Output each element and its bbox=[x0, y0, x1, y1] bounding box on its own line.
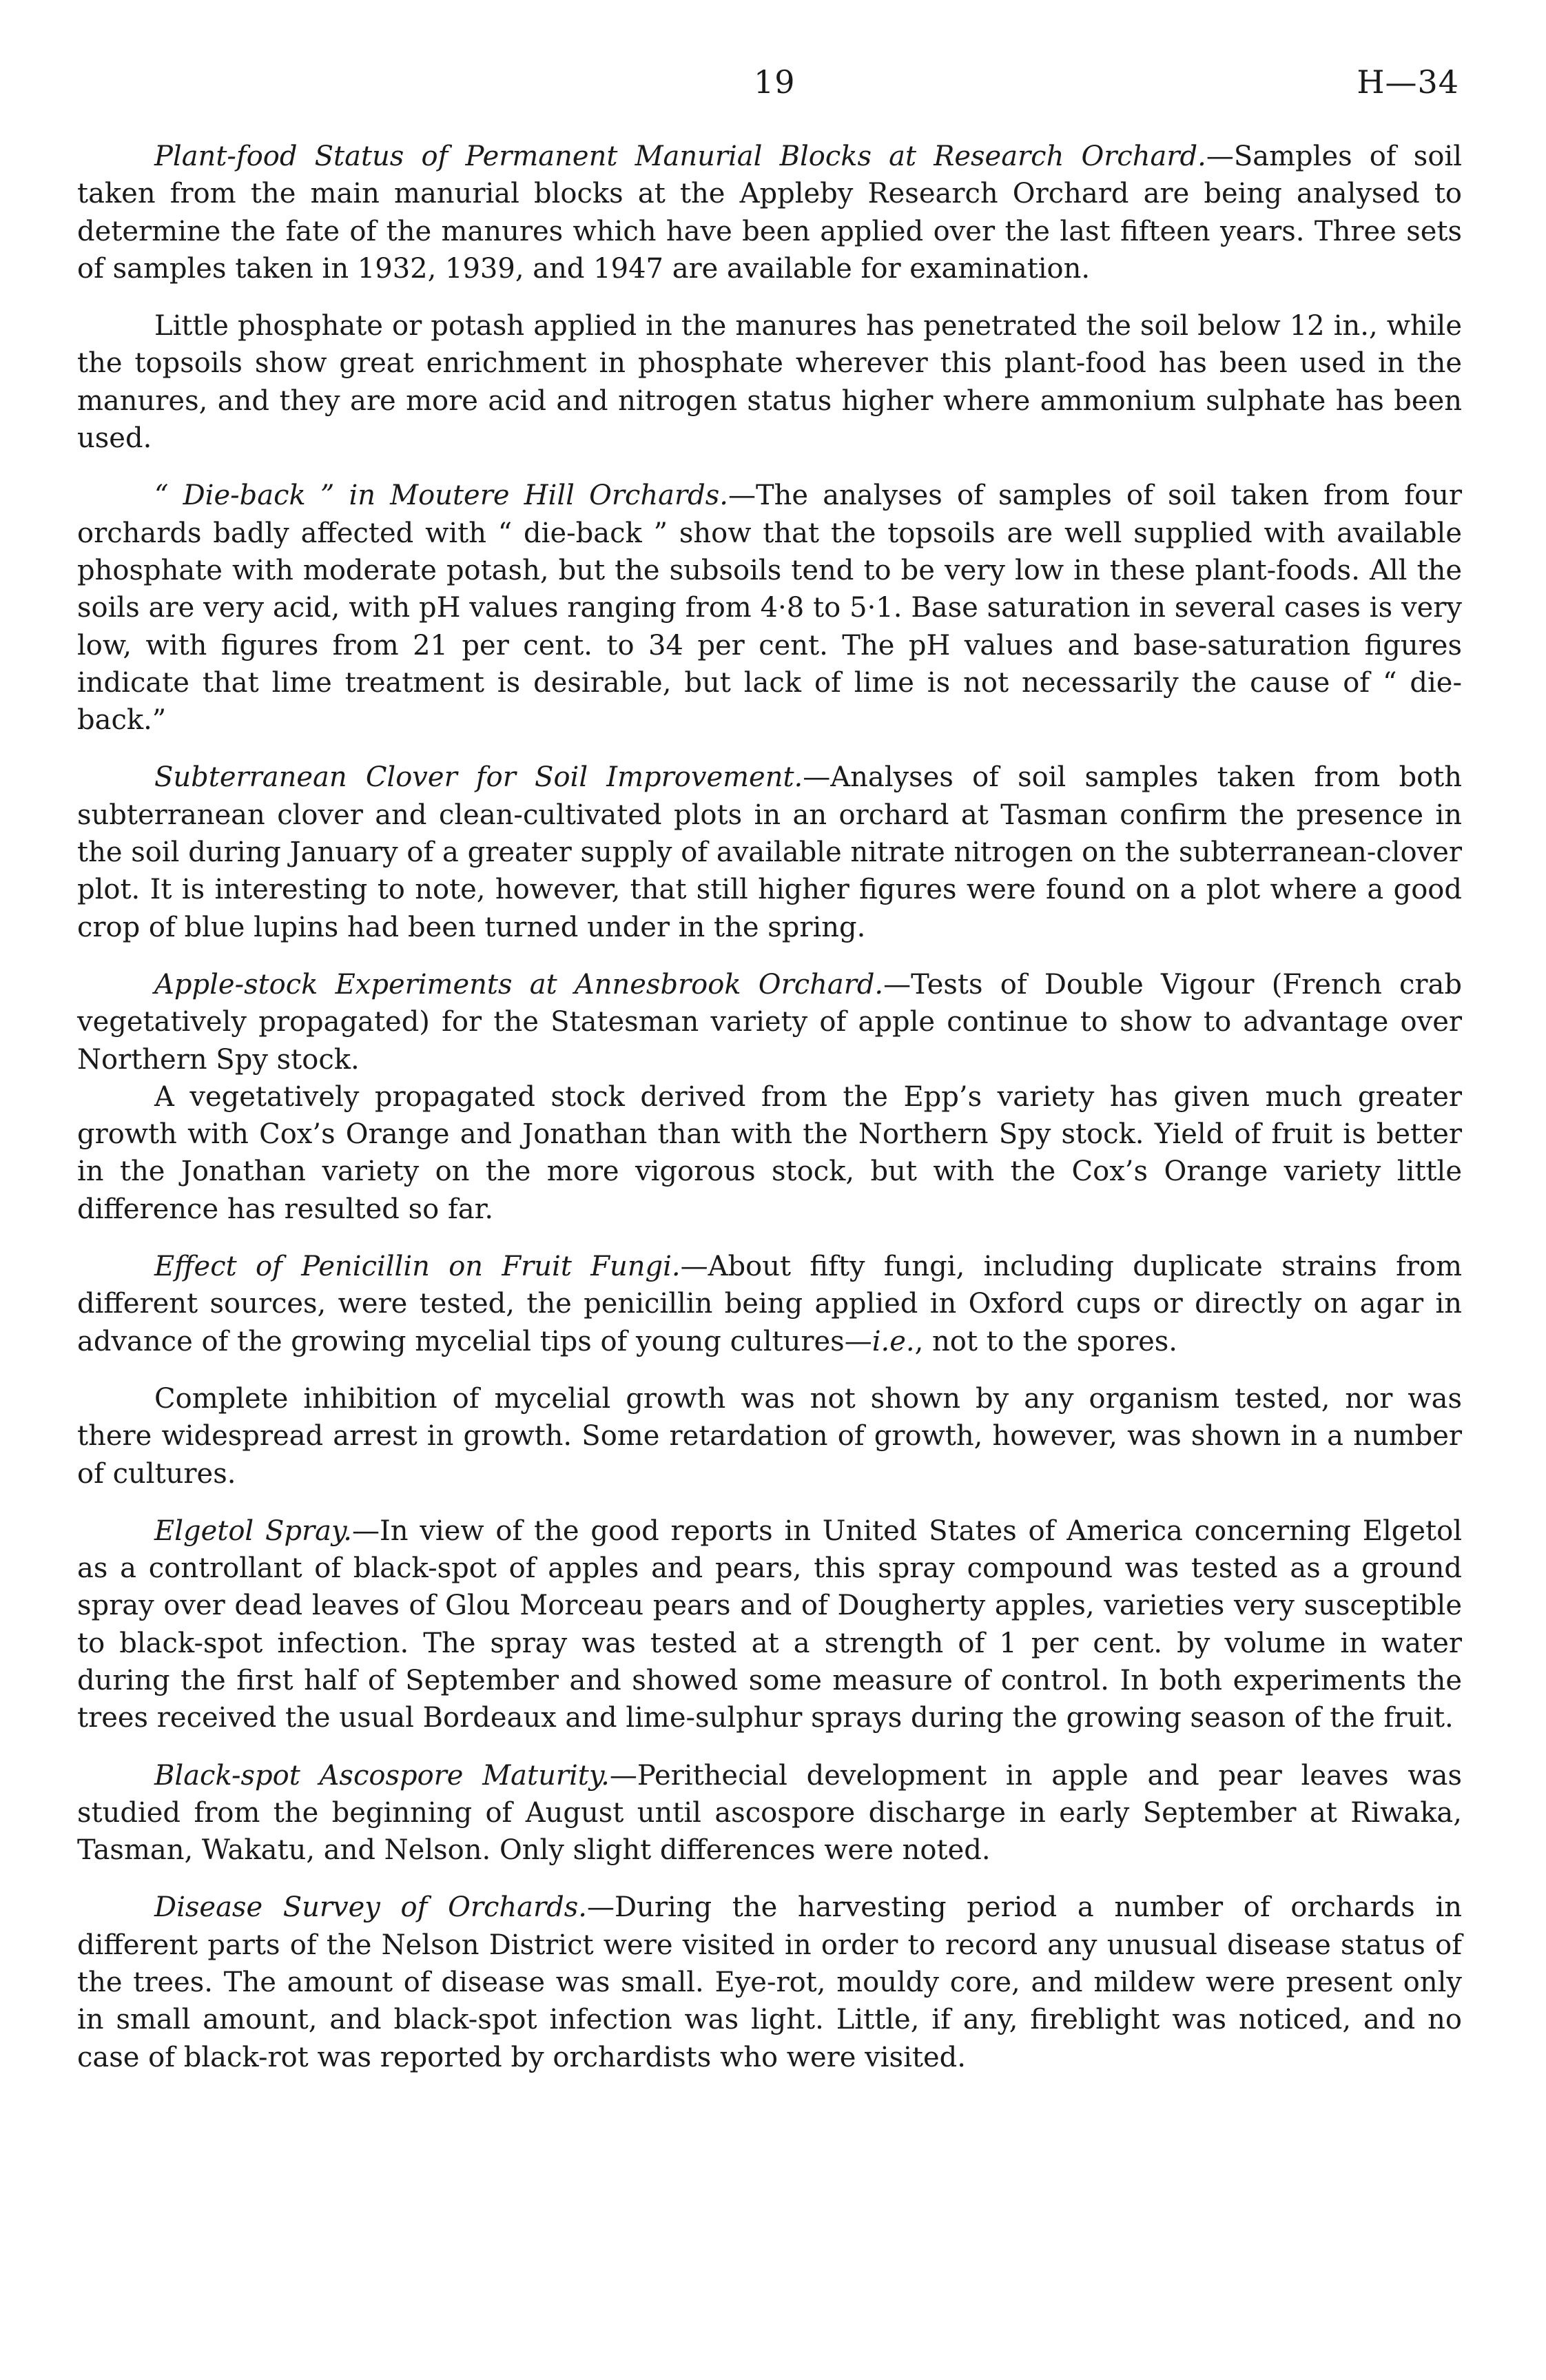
paragraph-apple-stock bbox=[77, 966, 1462, 1078]
paragraph-text: —About fifty fungi, including duplicate strains from different sources, were tested, the penicillin being applied in Oxford cups or directly on agar in advance of the growing mycelial tips of young cultures— bbox=[77, 1251, 1462, 1357]
paragraph-text: —Tests of Double Vigour (French crab vegetatively propagated) for the Statesman variety of apple continue to show to advantage over Northern Spy stock. bbox=[77, 968, 1463, 1076]
paragraph-epps-stock bbox=[77, 1078, 1462, 1228]
abbreviation-ie: i.e. bbox=[872, 1325, 915, 1357]
paragraph-mycelial-growth bbox=[77, 1380, 1462, 1492]
section-title: Effect of Penicillin on Fruit Fungi. bbox=[154, 1251, 681, 1283]
paragraph-text: Complete inhibition of mycelial growth was not shown by any organism tested, nor was there widespread arrest in growth. Some retardation of growth, however, was shown in a number of cultures. bbox=[77, 1382, 1462, 1490]
document-reference: H—34 bbox=[1357, 63, 1459, 101]
section-title: Elgetol Spray. bbox=[154, 1515, 352, 1547]
section-title: “ Die-back ” in Moutere Hill Orchards. bbox=[154, 480, 728, 512]
section-title: Plant-food Status of Permanent Manurial Blocks at Research Orchard. bbox=[154, 141, 1206, 172]
paragraph-elgetol-spray bbox=[77, 1512, 1462, 1737]
paragraph-text: —During the harvesting period a number of orchards in different parts of the Nelson District were visited in order to record any unusual disease status of the trees. The amount of disease was small. Eye-rot, mouldy core, and mildew were present only in small amount, and black-spot infection was light. Little, if any, fireblight was noticed, and no case of black-rot was reported by orchardists who were visited. bbox=[77, 1891, 1463, 2073]
body-text bbox=[77, 138, 1462, 2096]
page-number: 19 bbox=[754, 63, 796, 101]
paragraph-text: —Analyses of soil samples taken from both subterranean clover and clean-cultivated plots in an orchard at Tasman confirm the presence in the soil during January of a greater supply of available nitrate nitrogen on the subterranean-clover plot. It is interesting to note, however, that still higher figures were found on a plot where a good crop of blue lupins had been turned under in the spring. bbox=[77, 761, 1462, 943]
paragraph-penicillin bbox=[77, 1248, 1462, 1360]
paragraph-text: —Samples of soil taken from the main manurial blocks at the Appleby Research Orchard are being analysed to determine the fate of the manures which have been applied over the last fifteen years. Three sets of samples taken in 1932, 1939, and 1947 are available for examination. bbox=[77, 141, 1462, 285]
paragraph-disease-survey bbox=[77, 1889, 1462, 2075]
paragraph-plant-food-status bbox=[77, 138, 1462, 287]
paragraph-text: —In view of the good reports in United States of America concerning Elgetol as a controllant of black-spot of apples and pears, this spray compound was tested as a ground spray over dead leaves of Glou Morceau pears and of Dougherty apples, varieties very susceptible to black-spot infection. The spray was tested at a strength of 1 per cent. by volume in water during the first half of September and showed some measure of control. In both experiments the trees received the usual Bordeaux and lime-sulphur sprays during the growing season of the fruit. bbox=[77, 1515, 1462, 1734]
paragraph-text: A vegetatively propagated stock derived from the Epp’s variety has given much greater growth with Cox’s Orange and Jonathan than with the Northern Spy stock. Yield of fruit is better in the Jonathan variety on the more vigorous stock, but with the Cox’s Orange variety little difference has resulted so far. bbox=[77, 1080, 1462, 1225]
section-title: Subterranean Clover for Soil Improvement. bbox=[154, 761, 803, 794]
paragraph-text: —The analyses of samples of soil taken from four orchards badly affected with “ die-back ” show that the topsoils are well supplied with available phosphate with moderate potash, but the subsoils tend to be very low in these plant-foods. All the soils are very acid, with pH values ranging from 4·8 to 5·1. Base saturation in several cases is very low, with figures from 21 per cent. to 34 per cent. The pH values and base-saturation figures indicate that lime treatment is desirable, but lack of lime is not necessarily the cause of “ die-back.” bbox=[77, 480, 1462, 737]
section-title: Apple-stock Experiments at Annesbrook Orchard. bbox=[154, 968, 884, 1001]
paragraph-text: Little phosphate or potash applied in the manures has penetrated the soil below 12 in., while the topsoils show great enrichment in phosphate wherever this plant-food has been used in the manures, and they are more acid and nitrogen status higher where ammonium sulphate has been used. bbox=[77, 310, 1462, 455]
section-title: Black-spot Ascospore Maturity. bbox=[154, 1759, 610, 1792]
paragraph-die-back bbox=[77, 477, 1462, 739]
section-title: Disease Survey of Orchards. bbox=[154, 1891, 587, 1924]
paragraph-subterranean-clover bbox=[77, 759, 1462, 945]
paragraph-text-end: , not to the spores. bbox=[914, 1325, 1178, 1357]
paragraph-text: —Perithecial development in apple and pear leaves was studied from the beginning of August until ascospore discharge in early September at Riwaka, Tasman, Wakatu, and Nelson. Only slight differences were noted. bbox=[77, 1759, 1463, 1867]
paragraph-ascospore-maturity bbox=[77, 1757, 1462, 1869]
paragraph-phosphate-potash bbox=[77, 307, 1462, 457]
page-header bbox=[0, 63, 1546, 119]
